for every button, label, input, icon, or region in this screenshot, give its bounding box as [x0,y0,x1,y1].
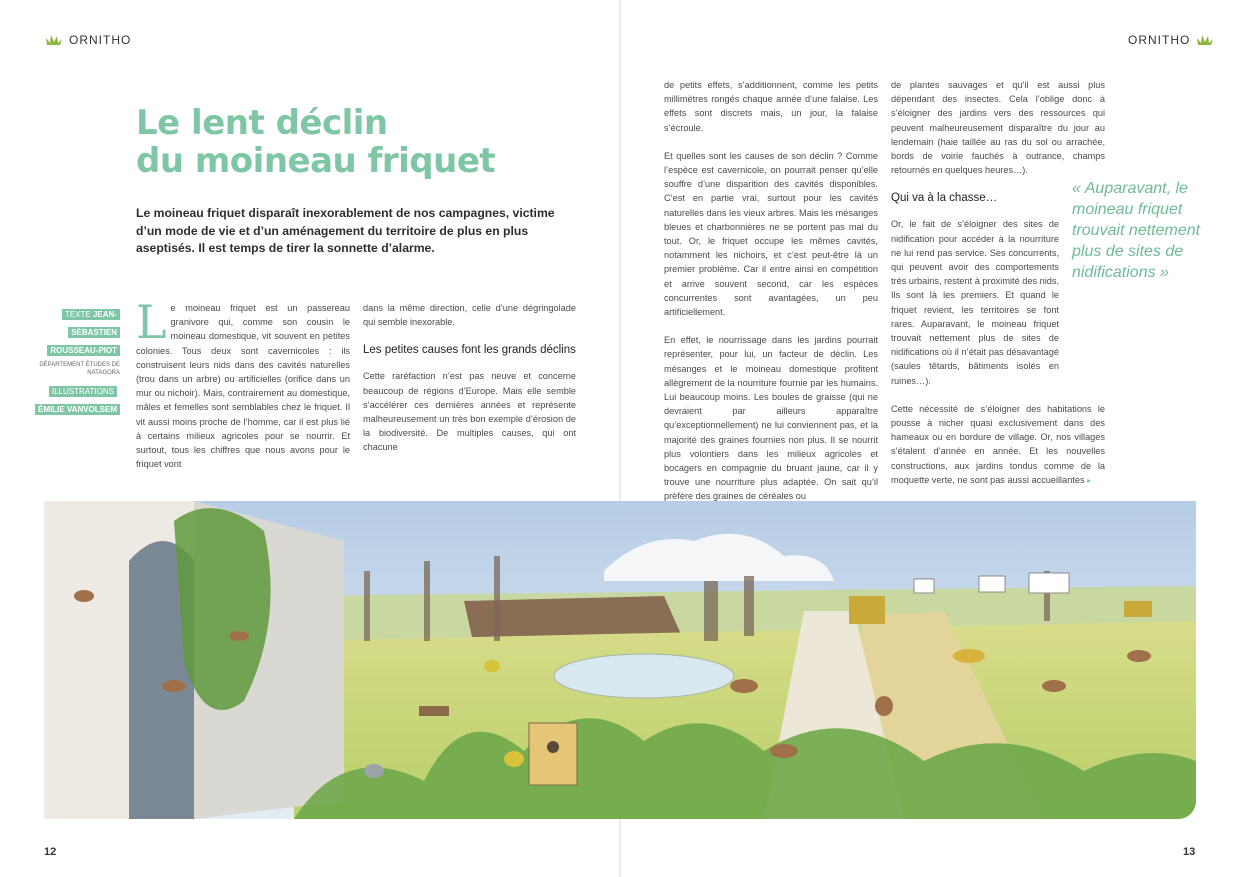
section-label: ORNITHO [69,33,132,47]
continue-arrow-icon: ▸ [1087,475,1092,485]
body-paragraph: de plantes sauvages et qu’il est aussi plus dépendant des insectes. Cela l’oblige donc à s’éloigner des jardins vers des ressources qui peuvent malheureusement disparaître du jour au lendemain (haie taillée au ras du sol ou arrachée, bords de voirie fauchés à outrance, champs retournés en quelques heures…). [891,80,1105,176]
watercolor-landscape [44,501,1196,819]
body-column-2 [363,301,576,469]
body-paragraph: e moineau friquet est un passereau granivore qui, comme son cousin le moineau domestique, vit souvent en petites colonies. Tous deux sont cavernicoles : ils construisent leurs nids dans des cavités naturelles (trou dans un arbre) ou artificielles (orifice dans un mur ou nichoir). Mais, contrairement au domestique, mâles et femelles sont semblables chez le friquet. Il vit aussi moins proche de l’homme, car il est plus lié à certains milieux agricoles pour se nourrir. Et surtout, tous les chiffres que nous avons pour le friquet vont [136,303,350,470]
author-credits [30,304,120,418]
page-number-left: 12 [44,846,57,858]
nest-box [529,723,577,785]
bird-tuft-icon [45,34,63,46]
pull-quote: « Auparavant, le moineau friquet trouvait nettement plus de sites de nidifications » [1072,180,1201,281]
body-paragraph: En effet, le nourrissage dans les jardins pourrait représenter, pour lui, un facteur de déclin. Les mésanges et le moineau domestique profitent allègrement de la nourriture fournie par les humains. Lui beaucoup moins. Les boules de graisse (qui ne devraient par ailleurs apparaître qu’exceptionnellement) ne lui conviennent pas, et la majorité des graines fournies non plus. Il se nourrit plus volontiers dans les milieux agricoles et bocagers en compagnie du bruant jaune, car il y trouve une nourriture plus adaptée. On sait qu’il préfère des graines de céréales ou [664,335,878,502]
section-label: ORNITHO [1128,33,1191,47]
body-paragraph: dans la même direction, celle d’une dégringolade qui semble inexorable. [363,303,576,328]
subheading-causes: Les petites causes font les grands déclins [363,344,576,357]
body-column-1 [136,295,350,485]
body-paragraph: Et quelles sont les causes de son déclin ? Comme l’espèce est cavernicole, on pourrait penser qu’elle souffre d’une disparition des cavités disponibles. C’est en partie vrai, surtout pour les cavités naturelles dans les vieux arbres. Mais les mésanges bleues et charbonnières ne se portent pas mal du tout. Or, le friquet occupe les mêmes cavités, notamment les nichoirs, et c’est peut-être là un premier problème. Car il entre ainsi en compétition et arrive souvent second, car les espèces concurrentes sont avantagées, un peu artificiellement. [664,150,878,318]
running-header-left [45,33,131,47]
body-paragraph-text: Or, le fait de s’éloigner des sites de nidification pour accéder à la nourriture ne lui rend pas service. Ses concurrents, qui peuvent avoir des comportements très urbains, restent à proximité des nids. Ils sont là les premiers. Et quand le friquet revient, les territoires se font rares. Auparavant, le moineau friquet trouvait nettement plus de sites de nidifications où il n’était pas désavantagé (saules têtards, bâtiments isolés en ruines…). [891,219,1060,386]
tractor-far [1124,601,1152,617]
body-paragraph: de petits effets, s’additionnent, comme les petits millimètres rongés chaque année d’une falaise. Les effets sont discrets mais, un jour, la falaise s’écroule. [664,80,878,133]
title-line-2: du moineau friquet [136,141,496,181]
nest-hole [547,741,559,753]
illustrator-credit-tag [35,386,120,415]
body-column-3 [664,78,878,518]
author-name: JEAN-SÉBASTIEN ROUSSEAU-PIOT [50,310,117,355]
bird-feeder [419,706,449,716]
running-header-right [1128,33,1214,47]
pond [554,654,734,698]
body-paragraph: Cette raréfaction n’est pas neuve et concerne beaucoup de régions d’Europe. Mais elle semble s’accélérer ces dernières années et représente malheureusement un très bon exemple d’érosion de la biodiversité. De multiples causes, qui ont chacune [363,371,576,453]
tractor [849,596,885,624]
subheading-chasse: Qui va à la chasse… [891,192,998,205]
body-paragraph [891,402,1105,488]
body-paragraph [891,217,1059,387]
illustrator-name: ÉMILIE VANVOLSEM [38,405,117,414]
drop-cap: L [136,295,167,349]
countryside-illustration [44,501,1196,819]
text-label: TEXTE [64,310,91,319]
page-number-right: 13 [1183,846,1196,858]
body-paragraph-text: Cette nécessité de s’éloigner des habitations le pousse à nicher quasi exclusivement dans des hameaux ou en bordure de village. Or, nos villages s’étalent d’année en année. Et les nouvelles constructions, aux jardins tondus comme de la moquette verte, ne sont pas aussi accueillantes [891,403,1105,485]
author-department: DÉPARTEMENT ÉTUDES DE NATAGORA [39,362,120,376]
article-title [136,104,495,180]
body-column-4 [891,78,1105,502]
title-line-1: Le lent déclin [136,103,388,143]
lead-paragraph: Le moineau friquet disparaît inexorablement de nos campagnes, victime d’un mode de vie et d’un aménagement du territoire de plus en plus aseptisés. Il est temps de tirer la sonnette d’alarme. [136,206,555,255]
cat [364,764,384,778]
author-credit-tag [47,309,120,356]
illustrations-label: ILLUSTRATIONS [51,387,114,396]
bird-tuft-icon [1196,34,1214,46]
